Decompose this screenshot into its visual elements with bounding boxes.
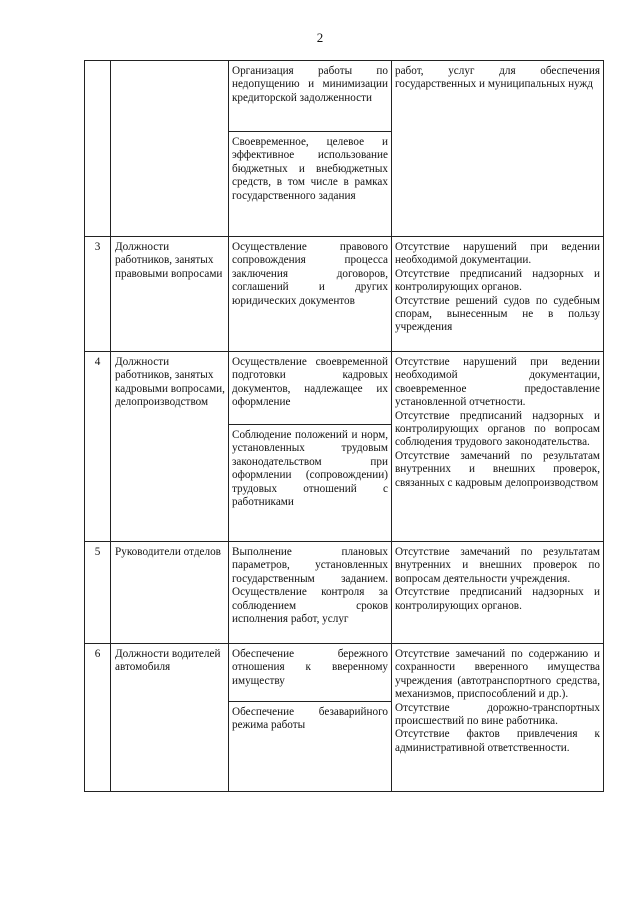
result-item: работ, услуг для обеспечения государственных и муниципальных нужд (395, 65, 600, 91)
result-cell (392, 352, 604, 542)
table-row (85, 644, 604, 792)
result-item: Отсутствие замечаний по результатам внутренних и внешних проверок по вопросам деятельности учреждения. (395, 546, 600, 585)
result-item: Отсутствие фактов привлечения к административной ответственности. (395, 728, 600, 754)
position-cell: Должности работников, занятых правовыми вопросами (111, 237, 229, 352)
result-item: Отсутствие предписаний надзорных и контролирующих органов. (395, 586, 600, 612)
result-item: Отсутствие предписаний надзорных и контролирующих органов. (395, 267, 600, 294)
position-cell: Должности работников, занятых кадровыми вопросами, делопроизводством (111, 352, 229, 542)
result-cell (392, 644, 604, 792)
table-row (85, 61, 604, 237)
position-cell: Должности водителей автомобиля (111, 644, 229, 792)
result-cell (392, 61, 604, 237)
activity-item: Своевременное, целевое и эффективное использование бюджетных и внебюджетных средств, в том числе в рамках государственного задания (232, 136, 388, 202)
activity-cell (229, 352, 392, 542)
activity-cell (229, 61, 392, 237)
result-item: Отсутствие дорожно-транспортных происшествий по вине работника. (395, 701, 600, 728)
page-number: 2 (316, 30, 324, 45)
activity-item: Осуществление своевременной подготовки кадровых документов, надлежащее их оформление (229, 352, 391, 425)
activity-item: Обеспечение бережного отношения к вверенному имуществу (229, 644, 391, 702)
table-row (85, 237, 604, 352)
activity-item: Выполнение плановых параметров, установленных государственным заданием. Осуществление контроля за соблюдением сроков исполнения работ, услуг (232, 546, 388, 626)
result-item: Отсутствие замечаний по содержанию и сохранности вверенного имущества учреждения (автотранспортного средства, механизмов, приспособлений и др.). (395, 648, 600, 701)
activity-cell (229, 237, 392, 352)
activity-cell (229, 644, 392, 792)
position-cell: Руководители отделов (111, 542, 229, 644)
table-row (85, 352, 604, 542)
result-item: Отсутствие замечаний по результатам внутренних и внешних проверок, связанных с кадровым делопроизводством (395, 449, 600, 489)
result-cell (392, 237, 604, 352)
row-number (85, 61, 111, 237)
activity-cell (229, 542, 392, 644)
position-cell (111, 61, 229, 237)
result-cell (392, 542, 604, 644)
row-number: 4 (85, 352, 111, 542)
result-item: Отсутствие нарушений при ведении необходимой документации. (395, 241, 600, 267)
row-number: 6 (85, 644, 111, 792)
table-row (85, 542, 604, 644)
activity-item: Осуществление правового сопровождения процесса заключения договоров, соглашений и других юридических документов (232, 241, 388, 307)
activity-item: Соблюдение положений и норм, установленных трудовым законодательством при оформлении (сопровождении) трудовых отношений с работниками (232, 429, 388, 509)
result-item: Отсутствие решений судов по судебным спорам, вынесенным не в пользу учреждения (395, 294, 600, 334)
activity-item: Обеспечение безаварийного режима работы (232, 706, 388, 732)
row-number: 5 (85, 542, 111, 644)
activity-item: Организация работы по недопущению и минимизации кредиторской задолженности (229, 61, 391, 132)
result-item: Отсутствие предписаний надзорных и контролирующих органов по вопросам соблюдения трудового законодательства. (395, 409, 600, 449)
row-number: 3 (85, 237, 111, 352)
result-item: Отсутствие нарушений при ведении необходимой документации, своевременное предоставление установленной отчетности. (395, 356, 600, 409)
kpi-table (84, 60, 604, 792)
